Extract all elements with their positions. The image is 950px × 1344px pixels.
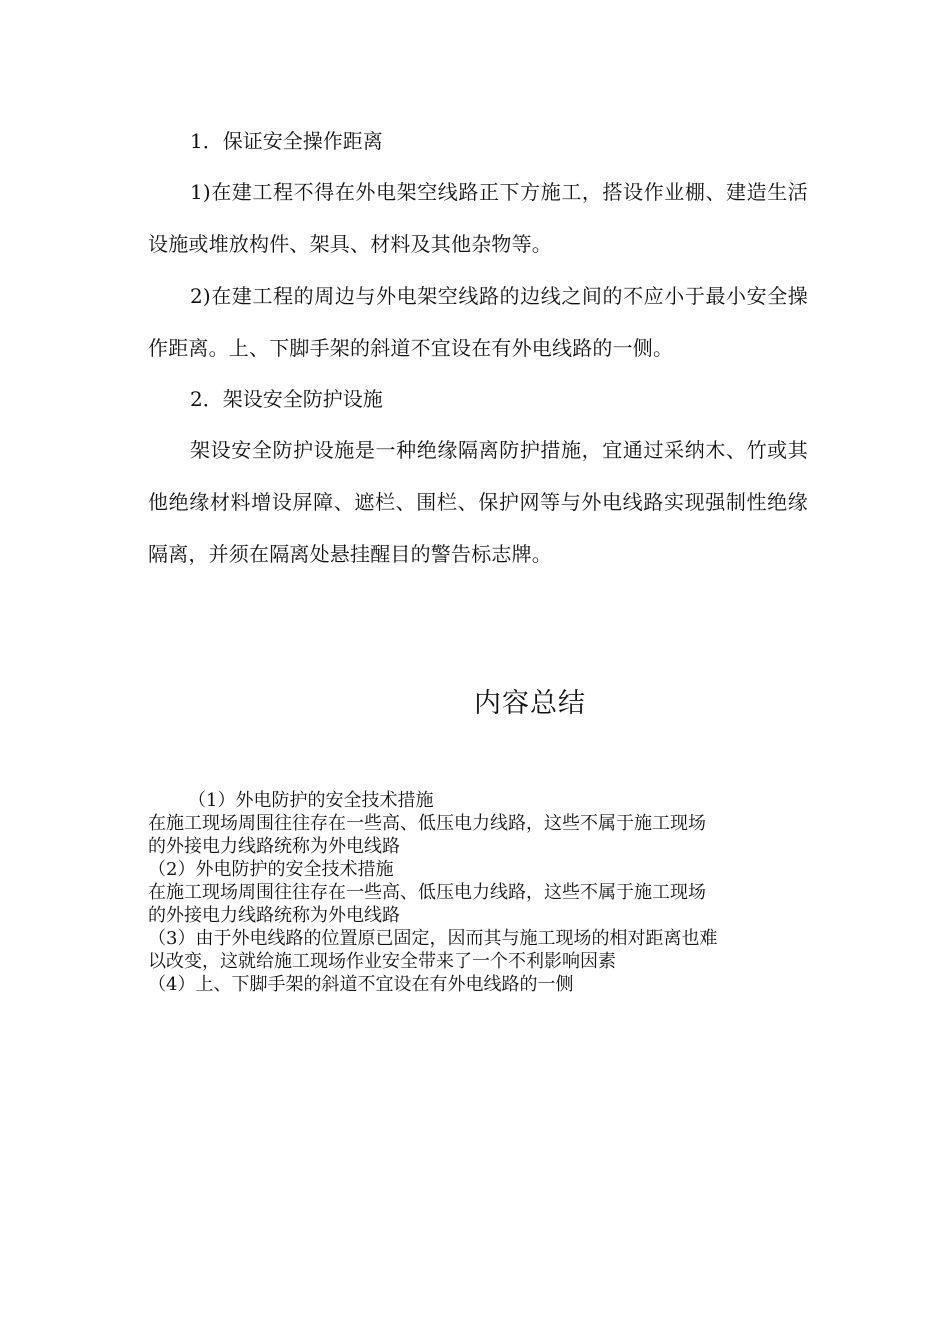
section-heading-2: 2．架设安全防护设施: [190, 387, 383, 411]
summary-line: 的外接电力线路统称为外电线路: [148, 836, 400, 857]
summary-line: （4）上、下脚手架的斜道不宜设在有外电线路的一侧: [148, 974, 574, 995]
summary-section: [148, 789, 808, 996]
summary-line: 的外接电力线路统称为外电线路: [148, 905, 400, 926]
summary-line: 在施工现场周围往往存在一些高、低压电力线路，这些不属于施工现场: [148, 882, 706, 903]
summary-line: 在施工现场周围往往存在一些高、低压电力线路，这些不属于施工现场: [148, 813, 706, 834]
summary-line: （3）由于外电线路的位置原已固定，因而其与施工现场的相对距离也难: [148, 928, 718, 949]
paragraph-3: 架设安全防护设施是一种绝缘隔离防护措施，宜通过采纳木、竹或其他绝缘材料增设屏障、遮栏、围栏、保护网等与外电线路实现强制性绝缘隔离，并须在隔离处悬挂醒目的警告标志牌。: [148, 438, 808, 566]
paragraph-1: 1)在建工程不得在外电架空线路正下方施工，搭设作业棚、建造生活设施或堆放构件、架具、材料及其他杂物等。: [148, 180, 808, 256]
summary-line: （1）外电防护的安全技术措施: [188, 790, 434, 811]
summary-line: （2）外电防护的安全技术措施: [148, 859, 394, 880]
summary-line: 以改变，这就给施工现场作业安全带来了一个不利影响因素: [148, 951, 616, 972]
body-section: [148, 116, 808, 580]
section-heading-1: 1．保证安全操作距离: [190, 129, 383, 153]
paragraph-2: 2)在建工程的周边与外电架空线路的边线之间的不应小于最小安全操作距离。上、下脚手架的斜道不宜设在有外电线路的一侧。: [148, 284, 808, 360]
summary-title: 内容总结: [474, 688, 586, 719]
